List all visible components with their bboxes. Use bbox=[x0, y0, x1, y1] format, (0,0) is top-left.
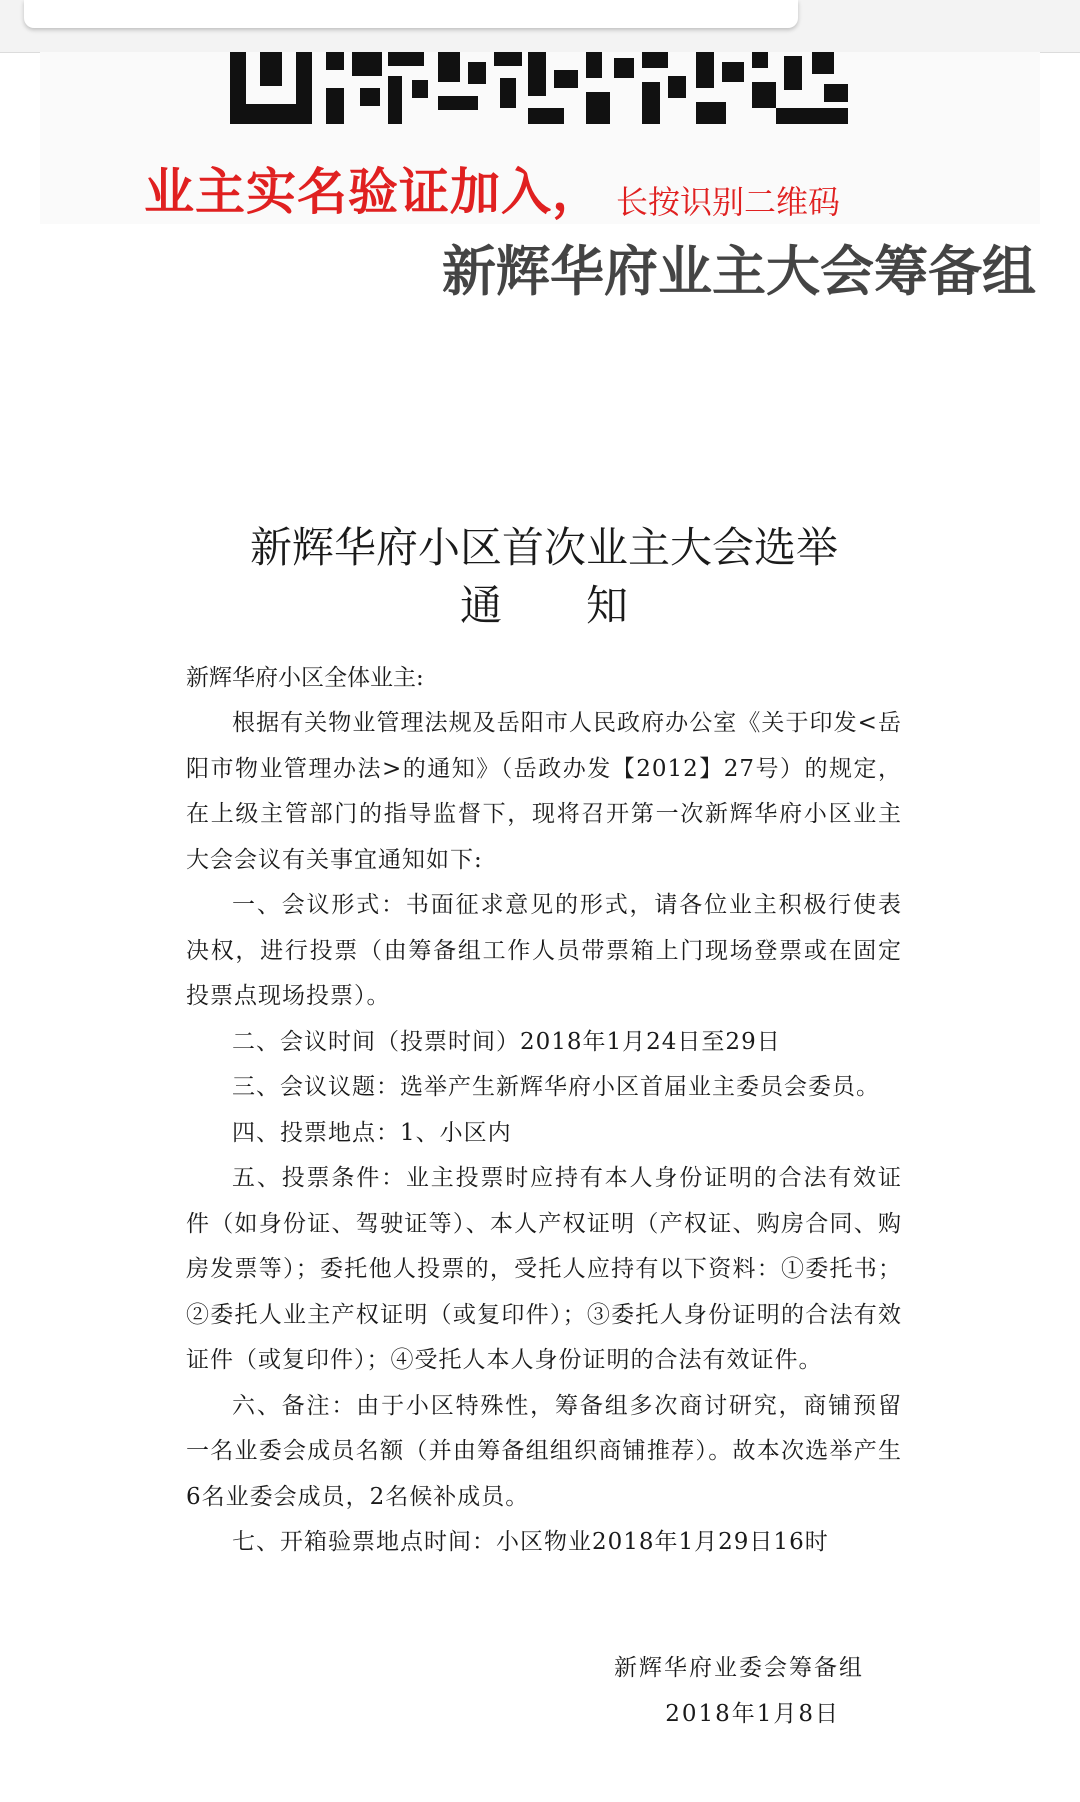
organizer-title: 新辉华府业主大会筹备组 bbox=[442, 240, 1036, 303]
qr-code-icon[interactable] bbox=[228, 52, 864, 124]
notice-signature bbox=[614, 1645, 864, 1737]
notice-heading: 通知 bbox=[459, 581, 712, 630]
notice-paragraph: 三、会议议题：选举产生新辉华府小区首届业主委员会委员。 bbox=[232, 1074, 880, 1100]
notice-paragraph: 七、开箱验票地点时间：小区物业2018年1月29日16时 bbox=[232, 1529, 829, 1555]
qr-caption-main: 业主实名验证加入， bbox=[144, 163, 603, 221]
notice-paragraph: 二、会议时间（投票时间）2018年1月24日至29日 bbox=[232, 1028, 781, 1055]
signature-org: 新辉华府业委会筹备组 bbox=[614, 1655, 864, 1681]
qr-caption-sub: 长按识别二维码 bbox=[616, 183, 841, 221]
notice-paragraph: 五、投票条件：业主投票时应持有本人身份证明的合法有效证件（如身份证、驾驶证等）、本人产权证明（产权证、购房合同、购房发票等）；委托他人投票的，受托人应持有以下资料：①委托书；②委托人业主产权证明（或复印件）；③委托人身份证明的合法有效证件（或复印件）；④受托人本人身份证明的合法有效证件。 bbox=[186, 1165, 902, 1373]
top-card bbox=[24, 0, 798, 28]
notice-paragraph: 根据有关物业管理法规及岳阳市人民政府办公室《关于印发<岳阳市物业管理办法>的通知》（岳政办发【2012】27号）的规定，在上级主管部门的指导监督下，现将召开第一次新辉华府小区业主大会会议有关事宜通知如下: bbox=[186, 710, 902, 873]
signature-date: 2018年1月8日 bbox=[665, 1701, 840, 1727]
notice-salutation: 新辉华府小区全体业主: bbox=[186, 665, 424, 691]
notice-paragraph: 四、投票地点：1、小区内 bbox=[232, 1119, 512, 1146]
notice-document bbox=[186, 520, 902, 1566]
notice-paragraph: 一、会议形式：书面征求意见的形式，请各位业主积极行使表决权，进行投票（由筹备组工作人员带票箱上门现场登票或在固定投票点现场投票）。 bbox=[186, 892, 902, 1009]
notice-paragraph: 六、备注：由于小区特殊性，筹备组多次商讨研究，商铺预留一名业委会成员名额（并由筹备组组织商铺推荐）。故本次选举产生6名业委会成员，2名候补成员。 bbox=[186, 1392, 902, 1510]
notice-title: 新辉华府小区首次业主大会选举 bbox=[249, 523, 838, 572]
